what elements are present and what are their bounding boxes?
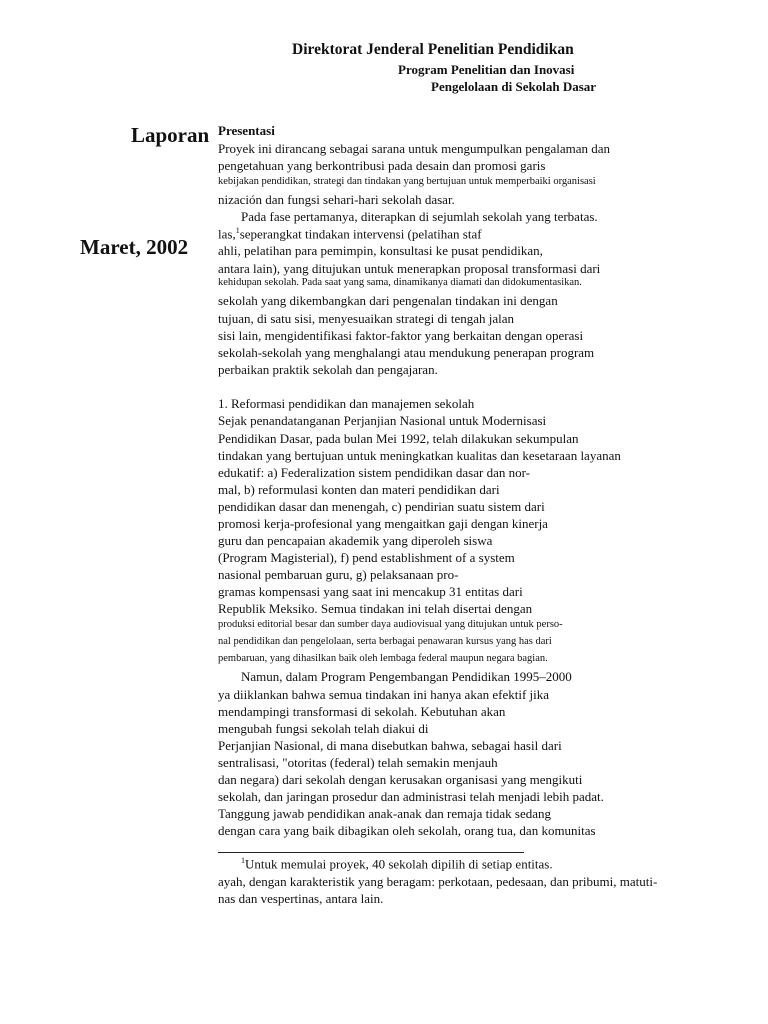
footnote-text: Untuk memulai proyek, 40 sekolah dipilih di setiap entitas. [245,856,553,872]
body-line: guru dan pencapaian akademik yang diperoleh siswa [218,533,493,548]
section-heading: 1. Reformasi pendidikan dan manajemen sekolah [218,396,475,411]
body-line: pengetahuan yang berkontribusi pada desain dan promosi garis [218,158,546,173]
footnote-line: nas dan vespertinas, antara lain. [218,891,384,906]
body-line: Proyek ini dirancang sebagai sarana untuk mengumpulkan pengalaman dan [218,141,611,156]
footnote-ref: 1 [235,226,240,235]
header-subtitle-2: Pengelolaan di Sekolah Dasar [431,79,597,94]
body-line: Namun, dalam Program Pengembangan Pendidikan 1995–2000 [241,669,572,684]
body-line: Perjanjian Nasional, di mana disebutkan bahwa, sebagai hasil dari [218,738,562,753]
body-line: tujuan, di satu sisi, menyesuaikan strategi di tengah jalan [218,311,515,326]
body-line: promosi kerja-profesional yang mengaitkan gaji dengan kinerja [218,516,548,531]
report-label: Laporan [131,123,210,147]
body-line: mengubah fungsi sekolah telah diakui di [218,721,429,736]
body-line: sekolah yang dikembangkan dari pengenalan tindakan ini dengan [218,293,558,308]
header-title: Direktorat Jenderal Penelitian Pendidikan [292,41,574,58]
body-line: sentralisasi, "otoritas (federal) telah semakin menjauh [218,755,498,770]
body-line: antara lain), yang ditujukan untuk menerapkan proposal transformasi dari [218,261,601,276]
body-line: nasional pembaruan guru, g) pelaksanaan pro- [218,567,459,582]
body-line: dan negara) dari sekolah dengan kerusakan organisasi yang mengikuti [218,772,583,787]
body-line: ahli, pelatihan para pemimpin, konsultasi ke pusat pendidikan, [218,243,543,258]
footnote-line: ayah, dengan karakteristik yang beragam: perkotaan, pedesaan, dan pribumi, matuti- [218,874,658,889]
body-line: Tanggung jawab pendidikan anak-anak dan remaja tidak sedang [218,806,551,821]
body-line [218,227,482,240]
report-date: Maret, 2002 [80,235,189,259]
footnote-divider [218,852,524,853]
footnote-marker: 1 [241,856,245,865]
body-line: edukatif: a) Federalization sistem pendidikan dasar dan nor- [218,465,530,480]
body-line: nización dan fungsi sehari-hari sekolah dasar. [218,192,455,207]
body-line: pendidikan dasar dan menengah, c) pendirian suatu sistem dari [218,499,545,514]
body-line: produksi editorial besar dan sumber daya audiovisual yang ditujukan untuk perso- [218,619,563,630]
body-line: Republik Meksiko. Semua tindakan ini telah disertai dengan [218,601,533,616]
body-line: tindakan yang bertujuan untuk meningkatkan kualitas dan kesetaraan layanan [218,448,621,463]
footnote-line [241,857,553,870]
body-line: perbaikan praktik sekolah dan pengajaran. [218,362,438,377]
body-line: nal pendidikan dan pengelolaan, serta berbagai penawaran kursus yang has dari [218,636,552,647]
section-title: Presentasi [218,123,275,138]
body-line: kebijakan pendidikan, strategi dan tindakan yang bertujuan untuk memperbaiki organisasi [218,176,596,187]
body-line: dengan cara yang baik dibagikan oleh sekolah, orang tua, dan komunitas [218,823,596,838]
body-line: mendampingi transformasi di sekolah. Kebutuhan akan [218,704,506,719]
body-line: sekolah-sekolah yang menghalangi atau mendukung penerapan program [218,345,595,360]
body-line: Pendidikan Dasar, pada bulan Mei 1992, telah dilakukan sekumpulan [218,431,579,446]
header-subtitle-1: Program Penelitian dan Inovasi [398,62,575,77]
body-line: Sejak penandatanganan Perjanjian Nasional untuk Modernisasi [218,413,547,428]
body-line: pembaruan, yang dihasilkan baik oleh lembaga federal maupun negara bagian. [218,653,548,664]
body-line: Pada fase pertamanya, diterapkan di sejumlah sekolah yang terbatas. [241,209,598,224]
body-line: (Program Magisterial), f) pend establishment of a system [218,550,515,565]
body-line: ya diiklankan bahwa semua tindakan ini hanya akan efektif jika [218,687,550,702]
body-line: kehidupan sekolah. Pada saat yang sama, dinamikanya diamati dan didokumentasikan. [218,277,582,288]
body-line: sekolah, dan jaringan prosedur dan administrasi telah menjadi lebih padat. [218,789,604,804]
body-line: mal, b) reformulasi konten dan materi pendidikan dari [218,482,500,497]
body-text: las, [218,226,236,242]
body-text: seperangkat tindakan intervensi (pelatihan staf [239,226,482,242]
body-line: sisi lain, mengidentifikasi faktor-faktor yang berkaitan dengan operasi [218,328,584,343]
body-line: gramas kompensasi yang saat ini mencakup 31 entitas dari [218,584,523,599]
